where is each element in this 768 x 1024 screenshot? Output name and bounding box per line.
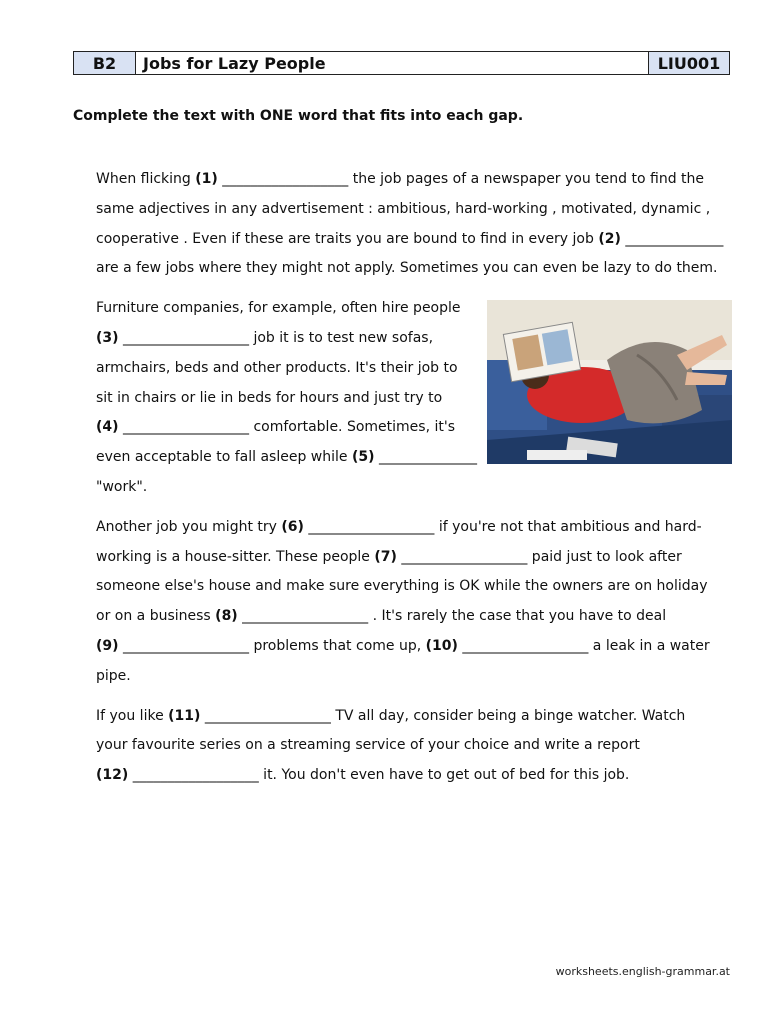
text-line [96, 602, 736, 632]
gap-number: (6) [281, 518, 304, 535]
text-segment: __________________ comfortable. Sometimes, it's [118, 419, 456, 436]
gap-number: (3) [96, 329, 119, 346]
gap-number: (2) [598, 230, 621, 247]
paragraph [96, 702, 736, 791]
text-line [96, 254, 736, 284]
text-line [96, 473, 736, 503]
text-line [96, 662, 736, 692]
gap-number: (8) [215, 608, 238, 625]
text-segment: If you like [96, 707, 169, 724]
text-segment: or on a business [96, 608, 216, 625]
text-segment: working is a house-sitter. These people [96, 548, 375, 565]
text-segment: __________________ the job pages of a newspaper you tend to find the [217, 171, 705, 187]
text-segment: sit in chairs or lie in beds for hours and just try to [96, 389, 443, 406]
text-segment: __________________ a leak in a water [457, 637, 710, 654]
gap-number: (4) [96, 419, 119, 436]
worksheet-code: LIU001 [649, 52, 729, 74]
text-line [96, 572, 736, 602]
gap-number: (1) [195, 171, 218, 187]
gap-number: (7) [374, 548, 397, 565]
text-segment: your favourite series on a streaming service of your choice and write a report [96, 737, 640, 754]
gap-number: (10) [425, 637, 458, 654]
text-segment: same adjectives in any advertisement : ambitious, hard-working , motivated, dynamic , [96, 200, 711, 217]
footer-website: worksheets.english-grammar.at [555, 965, 730, 978]
text-line [96, 632, 736, 662]
text-line [96, 543, 736, 573]
text-segment: even acceptable to fall asleep while [96, 449, 352, 466]
text-line [96, 513, 736, 543]
text-line [96, 195, 736, 225]
text-segment: armchairs, beds and other products. It's their job to [96, 359, 458, 376]
text-segment: cooperative . Even if these are traits you are bound to find in every job [96, 230, 599, 247]
text-segment: __________________ TV all day, consider being a binge watcher. Watch [200, 707, 686, 724]
text-segment: __________________ problems that come up, [118, 637, 426, 654]
worksheet-header [73, 51, 730, 75]
instruction-text: Complete the text with ONE word that fits into each gap. [73, 108, 524, 124]
text-line [96, 702, 736, 732]
text-line [96, 165, 736, 195]
gap-number: (12) [96, 767, 129, 784]
paragraph [96, 165, 736, 284]
gap-number: (5) [351, 449, 375, 466]
text-segment: __________________ . It's rarely the case that you have to deal [237, 608, 667, 625]
level-badge: B2 [74, 52, 136, 74]
gap-number: (9) [96, 637, 119, 654]
text-line [96, 731, 736, 761]
person-reading-magazine-on-sofa-icon [487, 300, 732, 464]
paragraph [96, 513, 736, 692]
text-segment: are a few jobs where they might not apply. Sometimes you can even be lazy to do them. [96, 260, 718, 277]
text-segment: __________________ paid just to look after [396, 548, 682, 565]
text-segment: someone else's house and make sure everything is OK while the owners are on holiday [96, 578, 708, 595]
text-segment: Furniture companies, for example, often hire people [96, 300, 461, 317]
text-segment: ______________ [374, 449, 477, 466]
text-segment: __________________ if you're not that ambitious and hard- [303, 518, 702, 535]
text-segment: ______________ [620, 230, 724, 247]
text-segment: "work". [96, 478, 148, 495]
text-segment: When flicking [96, 171, 196, 187]
gap-number: (11) [168, 707, 201, 724]
gap-fill-text [96, 165, 736, 801]
text-segment: Another job you might try [96, 518, 282, 535]
text-line [96, 225, 736, 255]
text-segment: __________________ job it is to test new sofas, [118, 329, 434, 346]
text-segment: __________________ it. You don't even have to get out of bed for this job. [128, 767, 630, 784]
text-segment: pipe. [96, 667, 131, 684]
text-line [96, 761, 736, 791]
worksheet-title: Jobs for Lazy People [136, 52, 649, 74]
